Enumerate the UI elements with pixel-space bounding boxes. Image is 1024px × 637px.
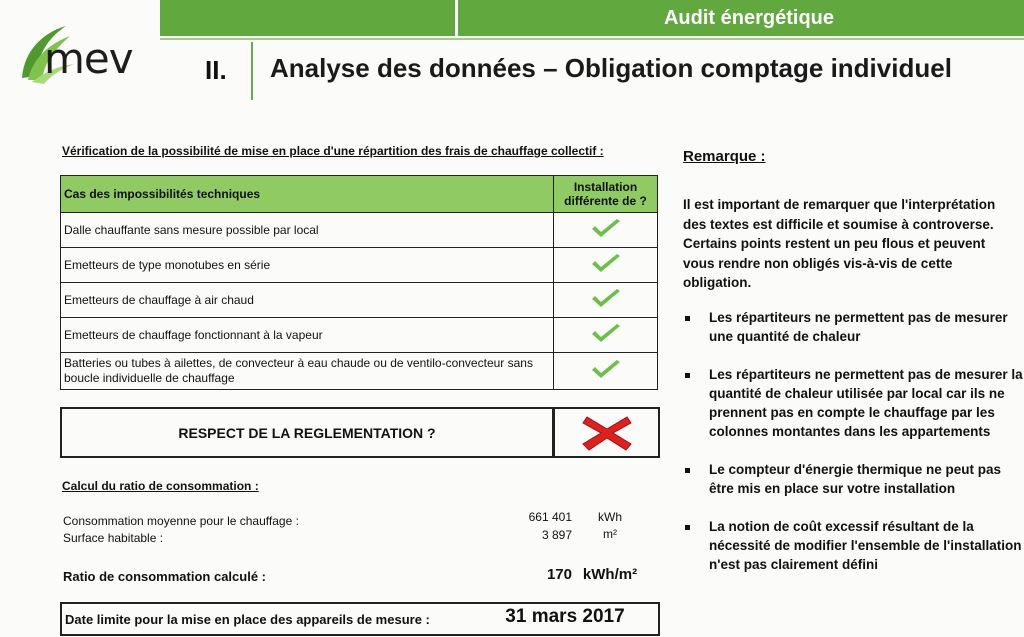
- col-header-case: Cas des impossibilités techniques: [61, 176, 554, 213]
- remarque-intro: Il est important de remarquer que l'interprétation des textes est difficile et soumise à controverse. Certains points restent un peu flous et peuvent vous rendre non obligés vis-à-vis de cette obligation.: [683, 197, 996, 290]
- respect-label: RESPECT DE LA REGLEMENTATION ?: [178, 424, 436, 441]
- check-icon: [554, 353, 658, 390]
- list-item: [683, 308, 1023, 346]
- table-row: [61, 213, 658, 248]
- bullet-icon: [685, 468, 690, 473]
- surface-label: Surface habitable :: [63, 531, 164, 545]
- ratio-value: 170: [546, 566, 572, 583]
- bullet-text: Les répartiteurs ne permettent pas de mesurer une quantité de chaleur: [709, 310, 1008, 344]
- section-divider: [251, 42, 253, 100]
- cross-icon: [553, 407, 660, 458]
- row-label: Emetteurs de chauffage à air chaud: [61, 283, 554, 318]
- header-bar-left: [160, 0, 455, 36]
- row-label: Emetteurs de chauffage fonctionnant à la vapeur: [61, 318, 554, 353]
- consommation-unit: kWh: [598, 510, 622, 524]
- table-row: [61, 248, 658, 283]
- row-label: Emetteurs de type monotubes en série: [61, 248, 554, 283]
- list-item: [683, 517, 1023, 574]
- page-title: Analyse des données – Obligation comptage individuel: [270, 53, 952, 83]
- header-underline: [160, 38, 1024, 40]
- list-item: [683, 460, 1023, 498]
- consommation-value: 661 401: [528, 510, 572, 524]
- check-icon: [554, 318, 658, 353]
- deadline-label: Date limite pour la mise en place des appareils de mesure :: [65, 612, 430, 627]
- bullet-icon: [685, 373, 690, 378]
- header-bar: [458, 0, 1024, 36]
- table-row: [61, 318, 658, 353]
- col-header-install: Installation différente de ?: [554, 176, 658, 213]
- section-number: II.: [205, 55, 227, 85]
- logo-text: mev: [44, 34, 133, 83]
- bullet-text: La notion de coût excessif résultant de la nécessité de modifier l'ensemble de l'installation n'est pas clairement défini: [709, 519, 1022, 572]
- verification-title: Vérification de la possibilité de mise en place d'une répartition des frais de chauffage collectif :: [62, 144, 604, 158]
- banner-title: Audit énergétique: [663, 6, 834, 29]
- surface-unit: m²: [603, 527, 617, 541]
- deadline-value: 31 mars 2017: [505, 606, 625, 627]
- row-label: Dalle chauffante sans mesure possible par local: [61, 213, 554, 248]
- bullet-text: Le compteur d'énergie thermique ne peut pas être mis en place sur votre installation: [709, 462, 1002, 496]
- ratio-unit: kWh/m²: [582, 566, 638, 583]
- impossibilities-table: [60, 175, 658, 390]
- surface-value: 3 897: [541, 528, 572, 542]
- check-icon: [554, 213, 658, 248]
- consommation-label: Consommation moyenne pour le chauffage :: [63, 514, 299, 528]
- check-icon: [554, 283, 658, 318]
- table-row: [61, 353, 658, 390]
- remarque-title: Remarque :: [683, 148, 766, 165]
- bullet-icon: [685, 525, 690, 530]
- bullet-text: Les répartiteurs ne permettent pas de mesurer la quantité de chaleur utilisée par local car ils ne prennent pas en compte le chauffage par les colonnes montantes dans les appartements: [709, 367, 1023, 439]
- table-row: [61, 283, 658, 318]
- ratio-label: Ratio de consommation calculé :: [63, 569, 266, 584]
- list-item: [683, 365, 1023, 441]
- row-label: Batteries ou tubes à ailettes, de convecteur à eau chaude ou de ventilo-convecteur sans boucle individuelle de chauffage: [61, 353, 554, 390]
- remarque-bullets: [683, 308, 1023, 593]
- table-header-row: [61, 176, 658, 213]
- calcul-title: Calcul du ratio de consommation :: [62, 479, 259, 493]
- bullet-icon: [685, 316, 690, 321]
- check-icon: [554, 248, 658, 283]
